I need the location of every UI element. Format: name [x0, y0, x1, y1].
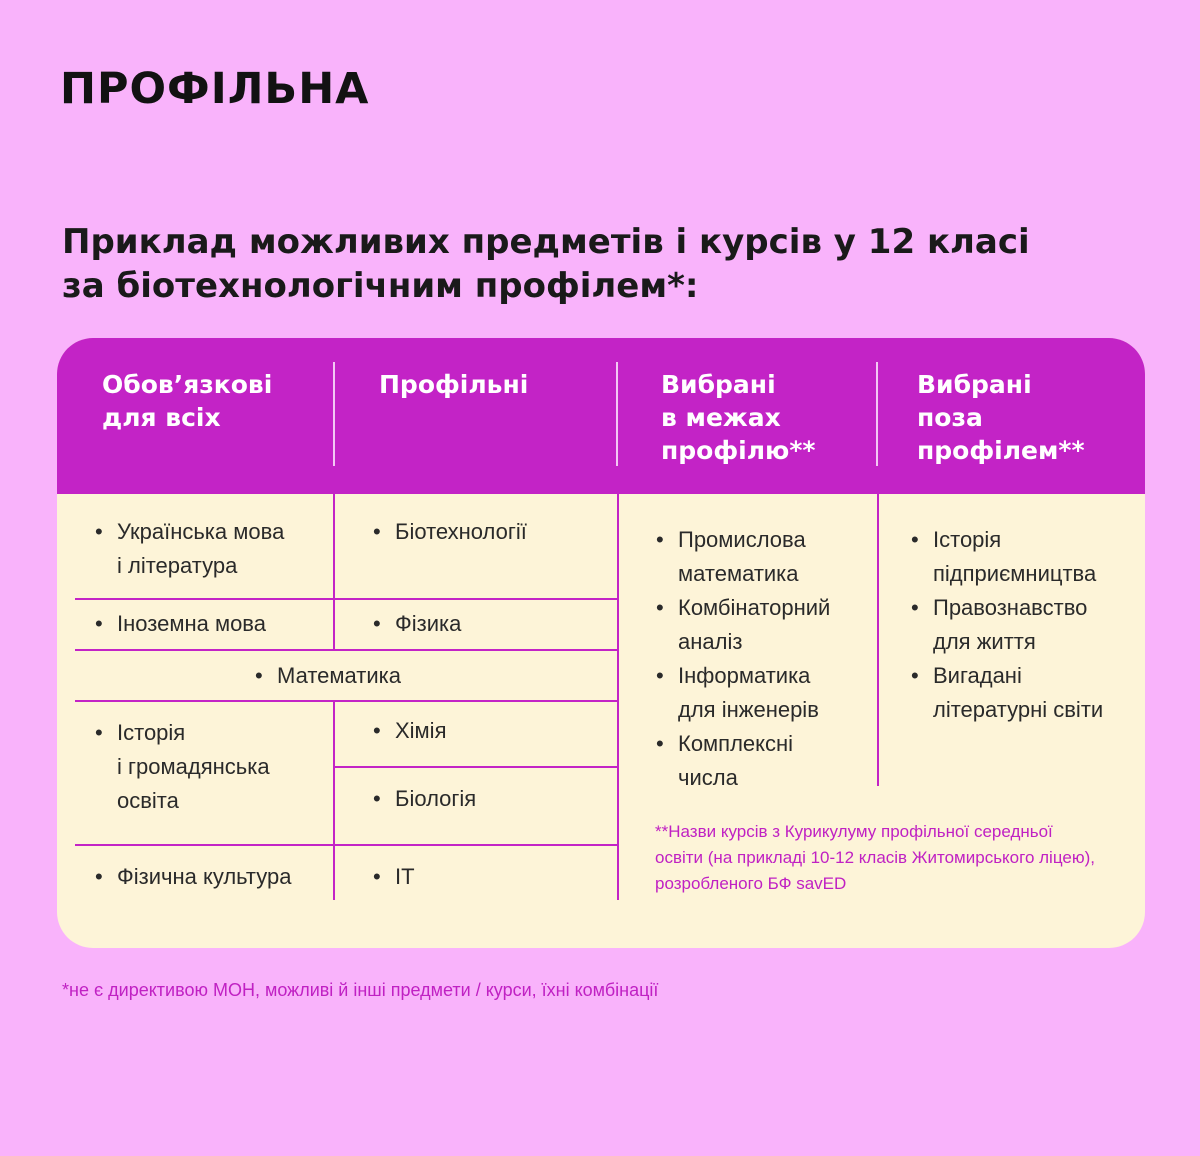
subject-biology: Біологія	[395, 786, 477, 811]
title-line-2: за біотехнологічним профілем*:	[62, 266, 699, 306]
bullet: •	[656, 663, 664, 688]
header-divider	[876, 362, 878, 466]
bullet: •	[373, 718, 381, 743]
header-mandatory: Обов’язкові для всіх	[102, 370, 273, 432]
bullet: •	[373, 864, 381, 889]
header-profile: Профільні	[379, 370, 529, 399]
header-divider	[616, 362, 618, 466]
grid-line	[335, 766, 617, 768]
bullet: •	[911, 595, 919, 620]
course-within-3: Інформатика для інженерів	[678, 663, 819, 722]
courses-note: **Назви курсів з Курикулуму профільної середньої освіти (на прикладі 10-12 класів Житомирського ліцею), розробленого БФ savED	[655, 822, 1095, 893]
subject-physics: Фізика	[395, 611, 462, 636]
title-line-1: Приклад можливих предметів і курсів у 12 класі	[62, 222, 1030, 262]
grid-line	[75, 844, 617, 846]
grid-line	[877, 494, 879, 786]
grid-line	[333, 494, 335, 651]
bullet: •	[255, 663, 263, 688]
subject-foreign-language: Іноземна мова	[117, 611, 266, 636]
grid-line	[75, 700, 617, 702]
course-outside-1: Історія підприємництва	[933, 527, 1097, 586]
subjects-table	[57, 338, 1145, 948]
bullet: •	[656, 595, 664, 620]
subject-biotech: Біотехнології	[395, 519, 527, 544]
bullet: •	[911, 527, 919, 552]
table-header	[57, 338, 1145, 494]
bullet: •	[95, 864, 103, 889]
bullet: •	[373, 786, 381, 811]
subject-history: Історія і громадянська освіта	[117, 720, 270, 813]
bullet: •	[373, 519, 381, 544]
bullet: •	[95, 720, 103, 745]
grid-line	[617, 494, 619, 900]
bullet: •	[656, 731, 664, 756]
subject-math: Математика	[277, 663, 401, 688]
bullet: •	[373, 611, 381, 636]
brand-logo: ПРОФІЛЬНА	[60, 64, 370, 114]
course-outside-3: Вигадані літературні світи	[933, 663, 1104, 722]
course-within-4: Комплексні числа	[678, 731, 794, 790]
course-outside-2: Правознавство для життя	[933, 595, 1088, 654]
page-title	[62, 220, 1142, 308]
course-within-2: Комбінаторний аналіз	[678, 595, 831, 654]
subject-chemistry: Хімія	[395, 718, 447, 743]
header-outside-profile: Вибрані поза профілем**	[917, 370, 1085, 465]
bullet: •	[95, 519, 103, 544]
footnote: *не є директивою МОН, можливі й інші предмети / курси, їхні комбінації	[62, 980, 659, 1000]
grid-line	[75, 598, 617, 600]
subject-it: ІТ	[395, 864, 415, 889]
header-divider	[333, 362, 335, 466]
course-within-1: Промислова математика	[678, 527, 806, 586]
subject-ukrainian: Українська мова і література	[117, 519, 285, 578]
grid-line	[75, 649, 617, 651]
grid-line	[333, 700, 335, 900]
bullet: •	[911, 663, 919, 688]
header-within-profile: Вибрані в межах профілю**	[661, 370, 816, 465]
bullet: •	[95, 611, 103, 636]
bullet: •	[656, 527, 664, 552]
subject-pe: Фізична культура	[117, 864, 292, 889]
